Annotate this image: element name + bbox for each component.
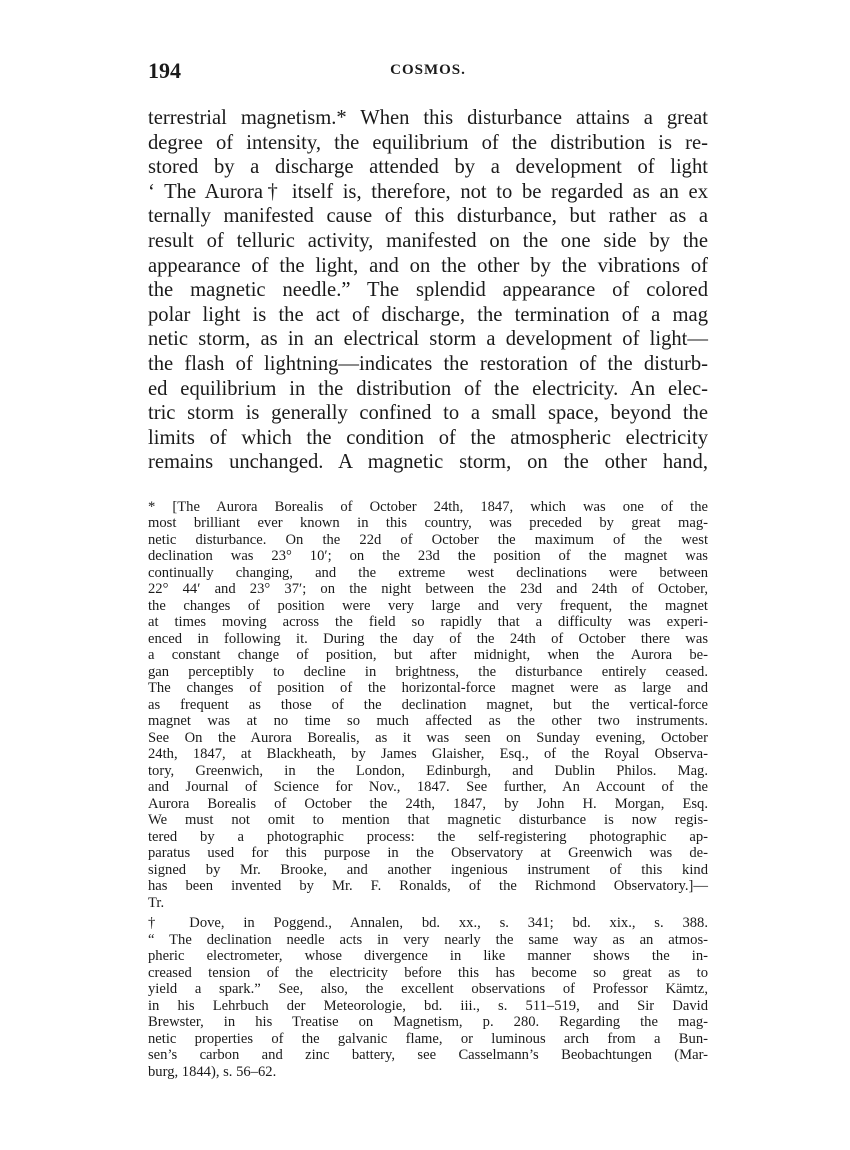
book-page	[148, 58, 708, 1080]
footnote-line: as frequent as those of the declination magnet, but the vertical-force	[148, 696, 708, 713]
footnote-line: paratus used for this purpose in the Observatory at Greenwich was de-	[148, 845, 708, 862]
page-number: 194	[148, 58, 181, 83]
page-header	[148, 58, 708, 88]
footnote-line: yield a spark.” See, also, the excellent observations of Professor Kämtz,	[148, 981, 708, 998]
main-line: the magnetic needle.” The splendid appearance of colored	[148, 279, 708, 302]
footnote-line: enced in following it. During the day of the 24th of October there was	[148, 630, 708, 647]
footnote-line: pheric electrometer, whose divergence in like manner shows the in-	[148, 948, 708, 965]
main-line: degree of intensity, the equilibrium of the distribution is re-	[148, 131, 708, 154]
footnote-line: “ The declination needle acts in very nearly the same way as an atmos-	[148, 931, 708, 948]
main-line: tric storm is generally confined to a small space, beyond the	[148, 402, 708, 425]
main-line: result of telluric activity, manifested on the one side by the	[148, 229, 708, 252]
footnote-line: has been invented by Mr. F. Ronalds, of the Richmond Observatory.]—	[148, 878, 708, 895]
footnote-line: We must not omit to mention that magnetic disturbance is now regis-	[148, 812, 708, 829]
footnote-line: a constant change of position, but after midnight, when the Aurora be-	[148, 647, 708, 664]
running-head: COSMOS.	[390, 62, 466, 78]
footnote-line: 22° 44′ and 23° 37′; on the night between the 23d and 24th of October,	[148, 581, 708, 598]
main-line: polar light is the act of discharge, the termination of a mag	[148, 303, 708, 326]
footnote-line: declination was 23° 10′; on the 23d the position of the magnet was	[148, 548, 708, 565]
footnote-line: tory, Greenwich, in the London, Edinburgh, and Dublin Philos. Mag.	[148, 762, 708, 779]
footnote-line: signed by Mr. Brooke, and another ingenious instrument of this kind	[148, 861, 708, 878]
footnote-line: See On the Aurora Borealis, as it was seen on Sunday evening, October	[148, 729, 708, 746]
footnote-line: and Journal of Science for Nov., 1847. See further, An Account of the	[148, 779, 708, 796]
footnote-line: tered by a photographic process: the self-registering photographic ap-	[148, 828, 708, 845]
footnote-line: in his Lehrbuch der Meteorologie, bd. iii., s. 511–519, and Sir David	[148, 997, 708, 1014]
main-line: stored by a discharge attended by a development of light	[148, 156, 708, 179]
main-line: ed equilibrium in the distribution of the electricity. An elec-	[148, 377, 708, 400]
main-line: ternally manifested cause of this disturbance, but rather as a	[148, 205, 708, 228]
footnote-line: at times moving across the field so rapidly that a difficulty was experi-	[148, 614, 708, 631]
footnote-line: netic properties of the galvanic flame, or luminous arch from a Bun-	[148, 1030, 708, 1047]
footnote-line: the changes of position were very large and very frequent, the magnet	[148, 597, 708, 614]
main-line: appearance of the light, and on the other by the vibrations of	[148, 254, 708, 277]
footnote-line: Tr.	[148, 894, 165, 911]
footnote-line: most brilliant ever known in this country, was preceded by great mag-	[148, 515, 708, 532]
footnote-aurora	[148, 499, 708, 912]
main-line: remains unchanged. A magnetic storm, on the other hand,	[148, 451, 708, 474]
footnote-line: gan perceptibly to decline in brightness, the disturbance entirely ceased.	[148, 663, 708, 680]
footnote-line: burg, 1844), s. 56–62.	[148, 1063, 277, 1080]
main-line: limits of which the condition of the atmospheric electricity	[148, 426, 708, 449]
footnote-line: continually changing, and the extreme west declinations were between	[148, 564, 708, 581]
footnote-line: creased tension of the electricity before this has become so great as to	[148, 964, 708, 981]
footnote-line: Aurora Borealis of October the 24th, 1847, by John H. Morgan, Esq.	[148, 795, 708, 812]
footnote-line: The changes of position of the horizontal-force magnet were as large and	[148, 680, 708, 697]
footnote-line: * [The Aurora Borealis of October 24th, 1847, which was one of the	[148, 498, 708, 515]
footnote-line: Brewster, in his Treatise on Magnetism, p. 280. Regarding the mag-	[148, 1014, 708, 1031]
main-line: ‘ The Aurora† itself is, therefore, not to be regarded as an ex	[148, 180, 708, 203]
footnote-line: magnet was at no time so much affected as the other two instruments.	[148, 713, 708, 730]
main-text	[148, 106, 708, 475]
footnotes	[148, 499, 708, 1081]
footnote-line: 24th, 1847, at Blackheath, by James Glaisher, Esq., of the Royal Observa-	[148, 746, 708, 763]
main-line: the flash of lightning—indicates the restoration of the disturb-	[148, 352, 708, 375]
footnote-line: † Dove, in Poggend., Annalen, bd. xx., s. 341; bd. xix., s. 388.	[148, 915, 708, 932]
footnote-line: netic disturbance. On the 22d of October the maximum of the west	[148, 531, 708, 548]
footnote-line: sen’s carbon and zinc battery, see Casselmann’s Beobachtungen (Mar-	[148, 1047, 708, 1064]
main-line: terrestrial magnetism.* When this disturbance attains a great	[148, 107, 708, 129]
main-line: netic storm, as in an electrical storm a development of light—	[148, 328, 708, 351]
footnote-dove	[148, 915, 708, 1080]
